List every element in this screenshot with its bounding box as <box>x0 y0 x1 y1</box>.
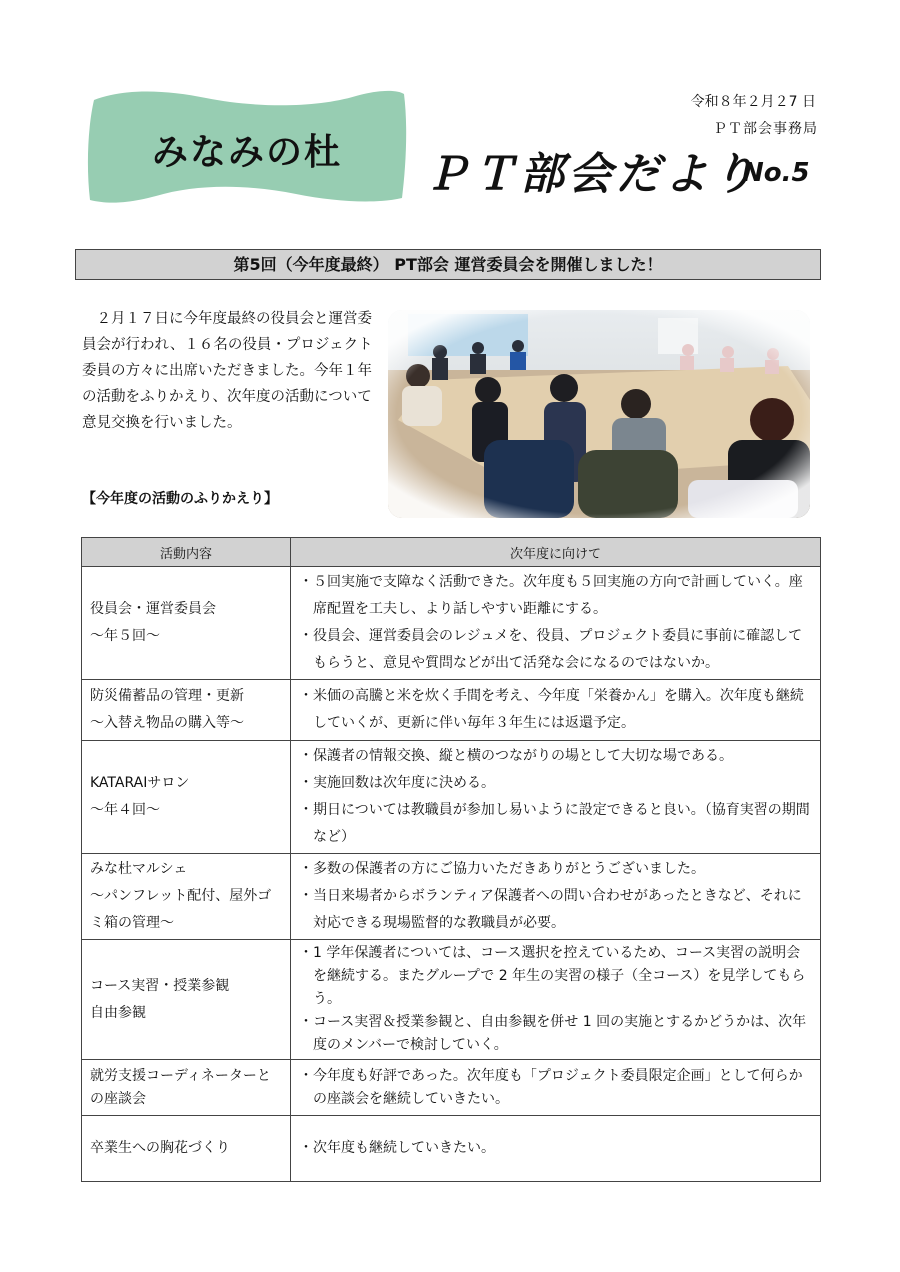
note-item: ・役員会、運営委員会のレジュメを、役員、プロジェクト委員に事前に確認してもらうと、意見や質問などが出て活発な会になるのではないか。 <box>299 628 803 671</box>
table-row <box>82 940 821 1060</box>
activity-line: ～パンフレット配付、屋外ゴミ箱の管理～ <box>90 888 272 931</box>
notes-cell <box>291 680 821 741</box>
notes-cell <box>291 741 821 854</box>
table-row <box>82 680 821 741</box>
activity-line: 役員会・運営委員会 <box>90 601 216 617</box>
activity-line: 就労支援コーディネーターとの座談会 <box>90 1067 271 1107</box>
notes-cell <box>291 1060 821 1116</box>
logo-text: みなみの杜 <box>151 132 342 173</box>
activity-line: みな杜マルシェ <box>90 861 188 877</box>
note-item: ・多数の保護者の方にご協力いただきありがとうございました。 <box>299 861 705 877</box>
note-item: ・実施回数は次年度に決める。 <box>299 775 495 791</box>
activity-line: 卒業生への胸花づくり <box>90 1140 230 1156</box>
activity-line: ～年５回～ <box>90 628 160 644</box>
note-item: ・今年度も好評であった。次年度も「プロジェクト委員限定企画」として何らかの座談会を継続していきたい。 <box>299 1067 803 1107</box>
table-row <box>82 1060 821 1116</box>
activity-line: ～入替え物品の購入等～ <box>90 715 244 731</box>
headline-banner: 第5回（今年度最終） PT部会 運営委員会を開催しました！ <box>75 249 821 280</box>
note-item: ・1 学年保護者については、コース選択を控えているため、コース実習の説明会を継続する。またグループで 2 年生の実習の様子（全コース）を見学してもらう。 <box>299 945 806 1007</box>
notes-cell <box>291 940 821 1060</box>
note-item: ・米価の高騰と米を炊く手間を考え、今年度「栄養かん」を購入。次年度も継続していくが、更新に伴い毎年３年生には返還予定。 <box>299 688 804 731</box>
activity-line: ～年４回～ <box>90 802 160 818</box>
activity-cell <box>82 680 291 741</box>
note-item: ・次年度も継続していきたい。 <box>299 1140 495 1156</box>
notes-cell <box>291 1116 821 1182</box>
activity-cell <box>82 567 291 680</box>
activity-line: KATARAIサロン <box>90 775 190 791</box>
table-header-row <box>82 538 821 567</box>
issue-date: 令和８年２月２7 日 <box>690 94 816 110</box>
column-header-activity: 活動内容 <box>82 538 291 567</box>
activity-cell <box>82 1116 291 1182</box>
note-item: ・当日来場者からボランティア保護者への問い合わせがあったときなど、それに対応できる現場監督的な教職員が必要。 <box>299 888 802 931</box>
activity-cell <box>82 741 291 854</box>
logo-banner <box>86 86 408 206</box>
meeting-photo <box>388 310 810 518</box>
table-row <box>82 741 821 854</box>
activity-line: 防災備蓄品の管理・更新 <box>90 688 244 704</box>
issue-number: No.5 <box>742 158 810 188</box>
activity-cell <box>82 1060 291 1116</box>
note-item: ・コース実習＆授業参観と、自由参観を併せ 1 回の実施とするかどうかは、次年度のメンバーで検討していく。 <box>299 1014 807 1053</box>
activity-cell <box>82 854 291 940</box>
newsletter-title: ＰＴ部会だより <box>424 149 760 200</box>
intro-paragraph: ２月１７日に今年度最終の役員会と運営委員会が行われ、１６名の役員・プロジェクト委員の方々に出席いただきました。今年１年の活動をふりかえり、次年度の活動について意見交換を行いました。 <box>82 311 373 431</box>
note-item: ・５回実施で支障なく活動できた。次年度も５回実施の方向で計画していく。座席配置を工夫し、より話しやすい距離にする。 <box>299 574 803 617</box>
column-header-next-year: 次年度に向けて <box>291 538 821 567</box>
activity-line: コース実習・授業参観 <box>90 977 230 994</box>
publisher: ＰＴ部会事務局 <box>713 121 818 137</box>
table-row <box>82 854 821 940</box>
activity-review-table <box>81 537 821 1182</box>
notes-cell <box>291 854 821 940</box>
table-row <box>82 567 821 680</box>
activity-line: 自由参観 <box>90 1004 146 1021</box>
note-item: ・期日については教職員が参加し易いように設定できると良い。（協育実習の期間など） <box>299 802 810 845</box>
notes-cell <box>291 567 821 680</box>
activity-cell <box>82 940 291 1060</box>
section-label: 【今年度の活動のふりかえり】 <box>82 491 278 507</box>
table-row <box>82 1116 821 1182</box>
note-item: ・保護者の情報交換、縦と横のつながりの場として大切な場である。 <box>299 748 733 764</box>
